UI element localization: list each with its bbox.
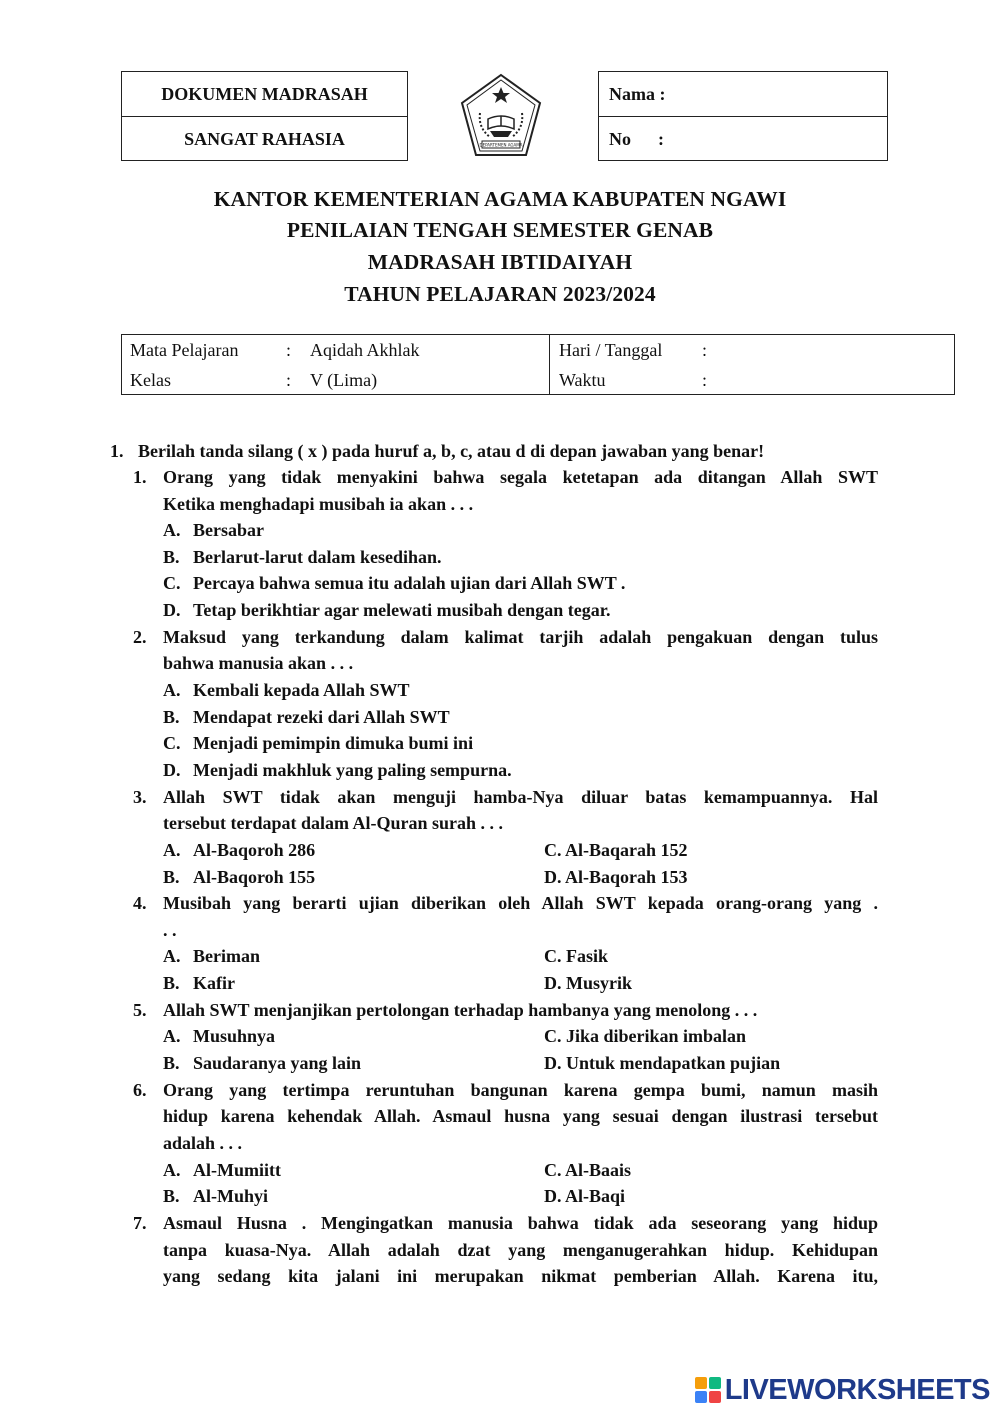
logo-tile — [709, 1377, 721, 1389]
option-letter: B. — [163, 973, 180, 993]
option-text: C. Al-Baqarah 152 — [544, 840, 688, 860]
option-text: Bersabar — [193, 520, 264, 540]
option-text: Saudaranya yang lain — [193, 1053, 362, 1073]
question-text-line: bahwa manusia akan . . . — [163, 653, 354, 673]
option-text: Kafir — [193, 973, 235, 993]
question-text-line: tersebut terdapat dalam Al-Quran surah . . . — [163, 813, 504, 833]
question-text-line: Ketika menghadapi musibah ia akan . . . — [163, 494, 474, 514]
option-letter: A. — [163, 1160, 181, 1180]
option-letter: A. — [163, 680, 181, 700]
question-number: 5. — [133, 1000, 147, 1020]
question-number: 3. — [133, 787, 147, 807]
liveworksheets-logo[interactable] — [695, 1374, 990, 1406]
option-text: Mendapat rezeki dari Allah SWT — [193, 707, 450, 727]
option-letter: A. — [163, 520, 181, 540]
question-number: 1. — [133, 467, 147, 487]
liveworksheets-icon — [695, 1377, 721, 1403]
liveworksheets-brand-text: LIVEWORKSHEETS — [724, 1373, 990, 1406]
question-text-line: Maksud yang terkandung dalam kalimat tarjih adalah pengakuan dengan tulus — [163, 627, 878, 647]
option-text: Al-Baqoroh 286 — [193, 840, 316, 860]
document-classification-box — [121, 71, 408, 161]
title-exam: PENILAIAN TENGAH SEMESTER GENAB — [286, 218, 714, 242]
question-text-line: Allah SWT tidak akan menguji hamba-Nya diluar batas kemampuannya. Hal — [163, 787, 878, 807]
question-text-line: Orang yang tidak menyakini bahwa segala ketetapan ada ditangan Allah SWT — [163, 467, 878, 487]
question-text-line: Orang yang tertimpa reruntuhan bangunan karena gempa bumi, namun masih — [163, 1080, 878, 1100]
question-number: 4. — [133, 893, 147, 913]
option-letter: B. — [163, 1186, 180, 1206]
question-number: 2. — [133, 627, 147, 647]
option-letter: D. — [163, 760, 181, 780]
option-text: C. Fasik — [544, 946, 609, 966]
ministry-logo — [460, 73, 542, 159]
option-letter: C. — [163, 733, 181, 753]
question-number: 6. — [133, 1080, 147, 1100]
class-value: V (Lima) — [310, 370, 378, 390]
section-number: 1. — [110, 441, 124, 461]
title-year: TAHUN PELAJARAN 2023/2024 — [344, 282, 656, 306]
option-letter: B. — [163, 867, 180, 887]
question-text-line: Musibah yang berarti ujian diberikan oleh Allah SWT kepada orang-orang yang . — [163, 893, 878, 913]
title-office: KANTOR KEMENTERIAN AGAMA KABUPATEN NGAWI — [213, 187, 787, 211]
option-text: Berlarut-larut dalam kesedihan. — [193, 547, 442, 567]
logo-banner-text: DEPARTEMEN AGAMA — [479, 142, 523, 148]
class-label: Kelas — [130, 370, 171, 390]
question-text-line: tanpa kuasa-Nya. Allah adalah dzat yang menganugerahkan hidup. Kehidupan — [163, 1240, 878, 1260]
option-text: Percaya bahwa semua itu adalah ujian dari Allah SWT . — [193, 573, 626, 593]
title-school: MADRASAH IBTIDAIYAH — [367, 250, 633, 274]
confidentiality-label: SANGAT RAHASIA — [122, 116, 407, 161]
info-divider — [549, 335, 550, 394]
option-text: Menjadi makhluk yang paling sempurna. — [193, 760, 512, 780]
logo-tile — [695, 1377, 707, 1389]
option-text: D. Musyrik — [544, 973, 633, 993]
option-text: Al-Mumiitt — [193, 1160, 281, 1180]
question-text-line: adalah . . . — [163, 1133, 243, 1153]
class-colon: : — [286, 370, 292, 390]
option-letter: B. — [163, 707, 180, 727]
logo-tile — [709, 1391, 721, 1403]
option-text: C. Jika diberikan imbalan — [544, 1026, 747, 1046]
question-text-line: yang sedang kita jalani ini merupakan nikmat pemberian Allah. Karena itu, — [163, 1266, 878, 1286]
option-text: Al-Muhyi — [193, 1186, 269, 1206]
option-text: Kembali kepada Allah SWT — [193, 680, 410, 700]
question-text-line: Asmaul Husna . Mengingatkan manusia bahwa tidak ada seseorang yang hidup — [163, 1213, 878, 1233]
option-text: Menjadi pemimpin dimuka bumi ini — [193, 733, 474, 753]
student-identity-box — [598, 71, 888, 161]
day-date-colon: : — [702, 340, 708, 360]
exam-info-table — [121, 334, 955, 395]
name-field-label: Nama : — [609, 83, 666, 104]
question-text-line: . . — [163, 920, 177, 940]
option-text: Musuhnya — [193, 1026, 276, 1046]
option-letter: A. — [163, 1026, 181, 1046]
time-colon: : — [702, 370, 708, 390]
subject-value: Aqidah Akhlak — [310, 340, 420, 360]
subject-label: Mata Pelajaran — [130, 340, 239, 360]
option-letter: C. — [163, 573, 181, 593]
option-text: Tetap berikhtiar agar melewati musibah dengan tegar. — [193, 600, 611, 620]
option-letter: D. — [163, 600, 181, 620]
logo-tile — [695, 1391, 707, 1403]
section-instruction: Berilah tanda silang ( x ) pada huruf a, b, c, atau d di depan jawaban yang benar! — [138, 441, 765, 461]
question-text-line: hidup karena kehendak Allah. Asmaul husna yang sesuai dengan ilustrasi tersebut — [163, 1106, 878, 1126]
option-text: Beriman — [193, 946, 260, 966]
question-text-line: Allah SWT menjanjikan pertolongan terhadap hambanya yang menolong . . . — [163, 1000, 758, 1020]
option-text: D. Al-Baqi — [544, 1186, 626, 1206]
document-type-label: DOKUMEN MADRASAH — [161, 83, 368, 104]
option-letter: B. — [163, 1053, 180, 1073]
option-text: D. Al-Baqorah 153 — [544, 867, 688, 887]
day-date-label: Hari / Tanggal — [559, 340, 663, 360]
option-letter: A. — [163, 946, 181, 966]
time-label: Waktu — [559, 370, 606, 390]
option-letter: A. — [163, 840, 181, 860]
option-text: C. Al-Baais — [544, 1160, 632, 1180]
number-field-label: No : — [599, 116, 887, 161]
option-text: D. Untuk mendapatkan pujian — [544, 1053, 781, 1073]
question-number: 7. — [133, 1213, 147, 1233]
subject-colon: : — [286, 340, 292, 360]
option-text: Al-Baqoroh 155 — [193, 867, 316, 887]
option-letter: B. — [163, 547, 180, 567]
